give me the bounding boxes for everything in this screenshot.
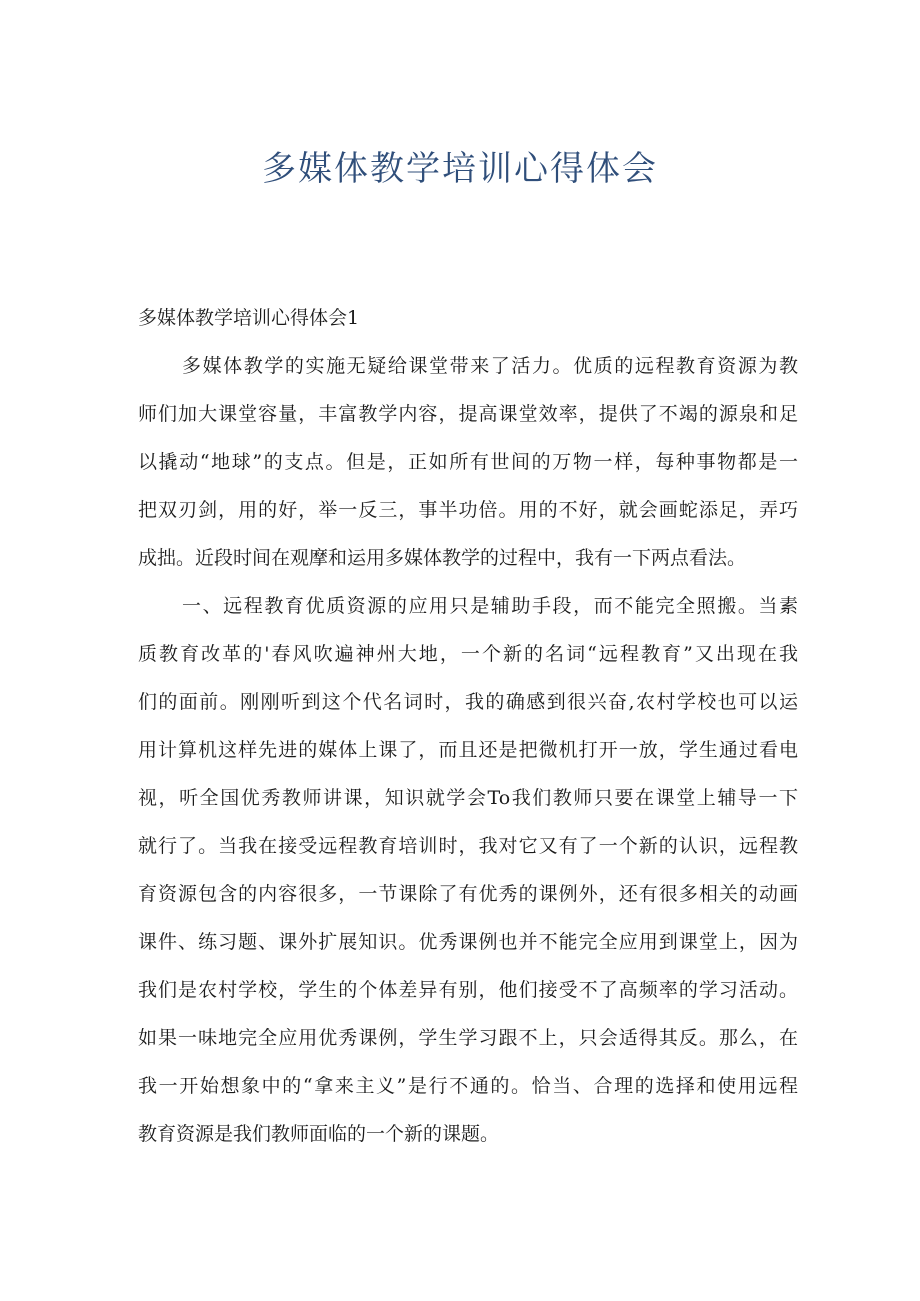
paragraph-line: 们的面前。刚刚听到这个代名词时，我的确感到很兴奋,农村学校也可以运	[138, 691, 798, 713]
paragraph-line: 我们是农村学校，学生的个体差异有别，他们接受不了高频率的学习活动。	[138, 979, 798, 1001]
paragraph-line: 如果一味地完全应用优秀课例，学生学习跟不上，只会适得其反。那么，在	[138, 1027, 798, 1049]
paragraph-2	[138, 582, 798, 1158]
document-title: 多媒体教学培训心得体会	[262, 149, 658, 189]
section-heading: 多媒体教学培训心得体会1	[138, 307, 360, 329]
paragraph-line: 视，听全国优秀教师讲课，知识就学会To我们教师只要在课堂上辅导一下	[138, 787, 798, 809]
paragraph-line: 以撬动“地球”的支点。但是，正如所有世间的万物一样，每种事物都是一	[138, 451, 798, 473]
paragraph-line: 我一开始想象中的“拿来主义”是行不通的。恰当、合理的选择和使用远程	[138, 1075, 798, 1097]
paragraph-line: 一、远程教育优质资源的应用只是辅助手段，而不能完全照搬。当素	[182, 595, 798, 617]
paragraph-line: 师们加大课堂容量，丰富教学内容，提高课堂效率，提供了不竭的源泉和足	[138, 403, 798, 425]
paragraph-line: 教育资源是我们教师面临的一个新的课题。	[138, 1123, 500, 1145]
paragraph-line: 育资源包含的内容很多，一节课除了有优秀的课例外，还有很多相关的动画	[138, 883, 798, 905]
paragraph-line: 课件、练习题、课外扩展知识。优秀课例也并不能完全应用到课堂上，因为	[138, 931, 798, 953]
paragraph-line: 成拙。近段时间在观摩和运用多媒体教学的过程中，我有一下两点看法。	[138, 547, 747, 569]
paragraph-line: 用计算机这样先进的媒体上课了，而且还是把微机打开一放，学生通过看电	[138, 739, 798, 761]
paragraph-line: 把双刃剑，用的好，举一反三，事半功倍。用的不好，就会画蛇添足，弄巧	[138, 499, 798, 521]
paragraph-1	[138, 342, 798, 582]
paragraph-line: 多媒体教学的实施无疑给课堂带来了活力。优质的远程教育资源为教	[182, 355, 798, 377]
paragraph-line: 质教育改革的'春风吹遍神州大地，一个新的名词“远程教育”又出现在我	[138, 643, 798, 665]
paragraph-line: 就行了。当我在接受远程教育培训时，我对它又有了一个新的认识，远程教	[138, 835, 798, 857]
